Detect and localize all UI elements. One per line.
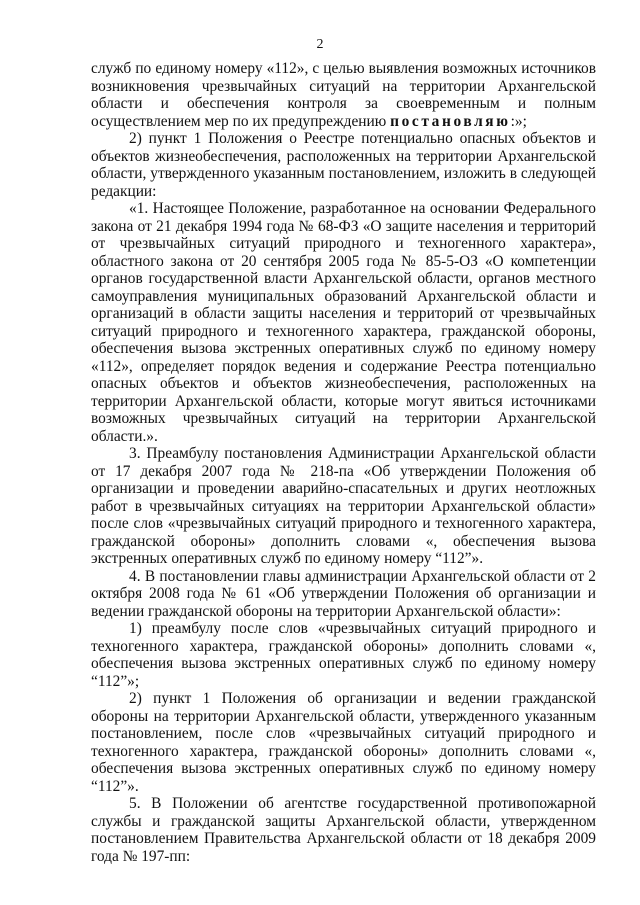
page-number: 2 <box>316 37 324 52</box>
paragraph-item-3: 3. Преамбулу постановления Администрации Архангельской области от 17 декабря 2007 года № 218-па «Об утверждении Положения об организации и проведении аварийно-спасательных и других неотложных работ в чрезвычайных ситуациях на территории Архангельской области» после слов «чрезвычайных ситуаций природного и техногенного характера, гражданской обороны» дополнить словами «, обеспечения вызова экстренных оперативных служб по единому номеру “112”». <box>91 445 596 567</box>
paragraph-item-4: 4. В постановлении главы администрации Архангельской области от 2 октября 2008 года № 61 «Об утверждении Положения об организации и ведении гражданской обороны на территории Архангельской области»: <box>91 567 596 620</box>
paragraph-item-4-2: 2) пункт 1 Положения об организации и ведении гражданской обороны на территории Архангельской области, утвержденного указанным постановлением, после слов «чрезвычайных ситуаций природного и техногенного характера, гражданской обороны» дополнить словами «, обеспечения вызова экстренных оперативных служб по единому номеру “112”». <box>91 690 596 795</box>
paragraph-item-5: 5. В Положении об агентстве государственной противопожарной службы и гражданской защиты Архангельской области, утвержденном постановлением Правительства Архангельской области от 18 декабря 2009 года № 197-пп: <box>91 795 596 865</box>
emphasis-keyword: постановляю <box>390 112 511 130</box>
paragraph-item-2: 2) пункт 1 Положения о Реестре потенциально опасных объектов и объектов жизнеобеспечения, расположенных на территории Архангельской области, утвержденного указанным постановлением, изложить в следующей редакции: <box>91 130 596 200</box>
paragraph-text: служб по единому номеру «112», с целью выявления возможных источников возникновения чрезвычайных ситуаций на территории Архангельской области и обеспечения контроля за своевременным и полным осуществлением мер по их предупреждению <box>91 60 596 130</box>
paragraph-quoted-clause-1: «1. Настоящее Положение, разработанное на основании Федерального закона от 21 декабря 1994 года № 68-ФЗ «О защите населения и территорий от чрезвычайных ситуаций природного и техногенного характера», областного закона от 20 сентября 2005 года № 85-5-ОЗ «О компетенции органов государственной власти Архангельской области, органов местного самоуправления муниципальных образований Архангельской области и организаций в области защиты населения и территорий от чрезвычайных ситуаций природного и техногенного характера, гражданской обороны, обеспечения вызова экстренных оперативных служб по единому номеру «112», определяет порядок ведения и содержание Реестра потенциально опасных объектов и объектов жизнеобеспечения, расположенных на территории Архангельской области, которые могут явиться источниками возможных чрезвычайных ситуаций на территории Архангельской области.». <box>91 200 596 445</box>
paragraph-text: :»; <box>510 112 527 130</box>
paragraph-item-4-1: 1) преамбулу после слов «чрезвычайных ситуаций природного и техногенного характера, гражданской обороны» дополнить словами «, обеспечения вызова экстренных оперативных служб по единому номеру “112”»; <box>91 620 596 690</box>
document-body <box>91 60 596 865</box>
paragraph-preamble-end <box>91 60 596 130</box>
